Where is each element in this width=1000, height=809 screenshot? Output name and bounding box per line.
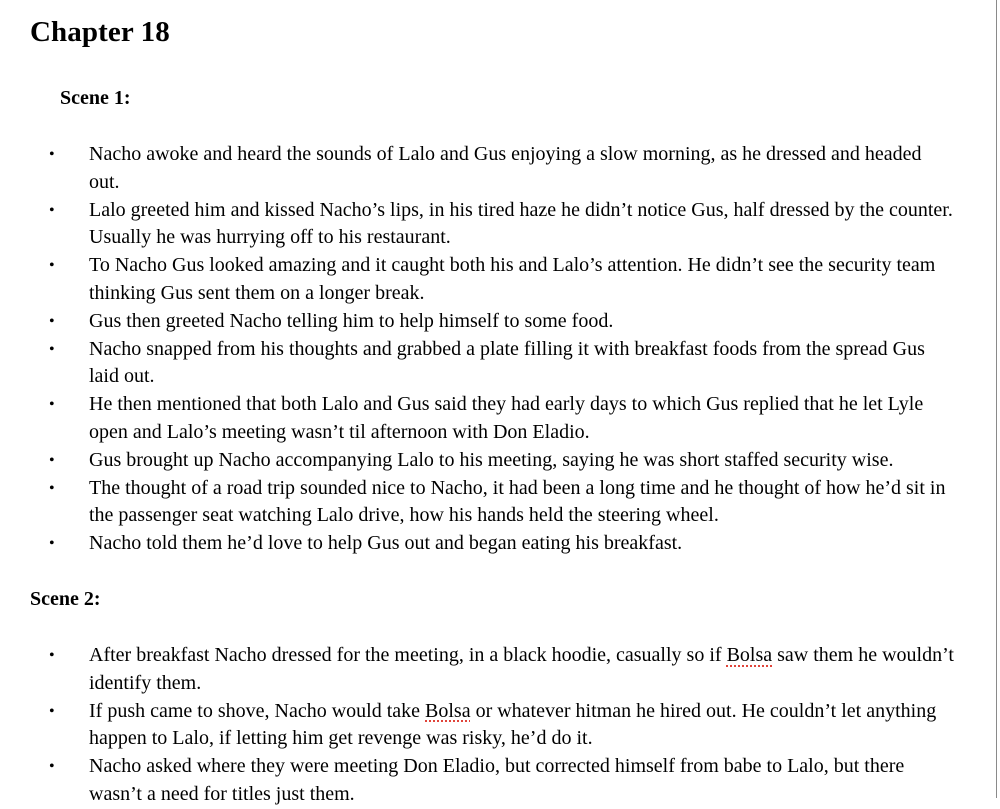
bullet-icon: • bbox=[49, 340, 55, 358]
list-item-text bbox=[89, 644, 954, 694]
list-item-text: Nacho told them he’d love to help Gus out and began eating his breakfast. bbox=[89, 532, 683, 555]
list-item bbox=[0, 391, 997, 447]
list-item-text: Gus then greeted Nacho telling him to help himself to some food. bbox=[89, 309, 614, 332]
scene-2-heading: Scene 2: bbox=[30, 588, 101, 610]
spellcheck-flagged-word[interactable]: Bolsa bbox=[726, 644, 773, 666]
list-item bbox=[0, 336, 997, 392]
bullet-icon: • bbox=[49, 201, 55, 219]
bullet-icon: • bbox=[49, 535, 55, 553]
text-segment: saw them he wouldn’t identify them. bbox=[89, 644, 954, 694]
text-segment: After breakfast Nacho dressed for the meeting, in a black hoodie, casually so if bbox=[89, 644, 727, 666]
bullet-icon: • bbox=[49, 257, 55, 275]
scene-1-bullet-list bbox=[0, 141, 997, 558]
list-item-text: Lalo greeted him and kissed Nacho’s lips, in his tired haze he didn’t notice Gus, half dressed by the counter. Usually he was hurrying off to his restaurant. bbox=[89, 198, 953, 249]
text-segment: If push came to shove, Nacho would take bbox=[89, 699, 426, 722]
list-item bbox=[0, 475, 997, 531]
list-item bbox=[0, 197, 997, 253]
list-item-text: Nacho awoke and heard the sounds of Lalo and Gus enjoying a slow morning, as he dressed and headed out. bbox=[89, 143, 922, 193]
bullet-icon: • bbox=[49, 758, 55, 776]
list-item-text: He then mentioned that both Lalo and Gus said they had early days to which Gus replied that he let Lyle open and Lalo’s meeting wasn’t til afternoon with Don Eladio. bbox=[89, 393, 924, 443]
list-item-text: Nacho snapped from his thoughts and grabbed a plate filling it with breakfast foods from the spread Gus laid out. bbox=[89, 337, 925, 388]
scene-2-bullet-list bbox=[0, 642, 997, 809]
list-item bbox=[0, 698, 997, 754]
bullet-icon: • bbox=[49, 647, 55, 664]
list-item-text: Nacho asked where they were meeting Don Eladio, but corrected himself from babe to Lalo, but there wasn’t a need for titles just them. bbox=[89, 755, 905, 805]
chapter-title: Chapter 18 bbox=[30, 16, 170, 48]
list-item bbox=[0, 141, 997, 197]
bullet-icon: • bbox=[49, 396, 55, 414]
list-item-text: To Nacho Gus looked amazing and it caught both his and Lalo’s attention. He didn’t see the security team thinking Gus sent them on a longer break. bbox=[89, 254, 936, 304]
list-item bbox=[0, 252, 997, 308]
spellcheck-flagged-word[interactable]: Bolsa bbox=[425, 699, 471, 722]
list-item bbox=[0, 753, 997, 809]
bullet-icon: • bbox=[49, 312, 55, 330]
bullet-icon: • bbox=[49, 702, 55, 720]
list-item-text: Gus brought up Nacho accompanying Lalo to his meeting, saying he was short staffed security wise. bbox=[89, 448, 894, 471]
bullet-icon: • bbox=[49, 451, 55, 469]
list-item bbox=[0, 447, 997, 475]
scene-1-heading: Scene 1: bbox=[60, 87, 131, 109]
list-item bbox=[0, 308, 997, 336]
list-item-text bbox=[89, 700, 936, 750]
bullet-icon: • bbox=[49, 479, 55, 497]
list-item-text: The thought of a road trip sounded nice to Nacho, it had been a long time and he thought of how he’d sit in the passenger seat watching Lalo drive, how his hands held the steering wheel. bbox=[89, 476, 946, 527]
text-segment: or whatever hitman he hired out. He couldn’t let anything happen to Lalo, if letting him get revenge was risky, he’d do it. bbox=[89, 699, 937, 750]
list-item bbox=[0, 642, 997, 698]
bullet-icon: • bbox=[49, 146, 55, 163]
list-item bbox=[0, 530, 997, 558]
